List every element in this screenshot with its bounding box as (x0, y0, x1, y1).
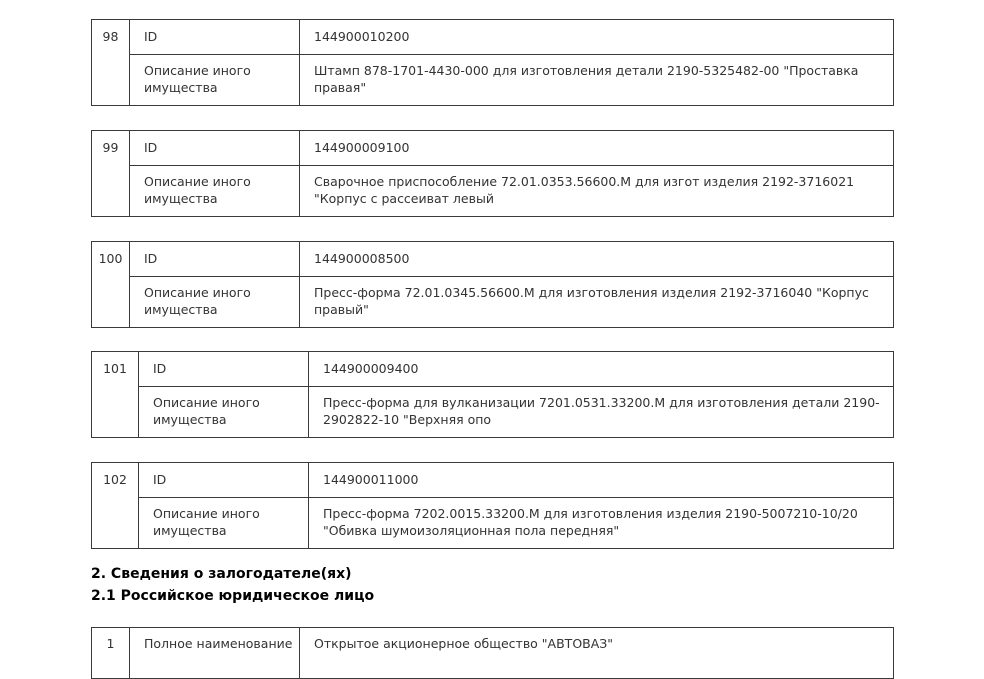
description-value: Сварочное приспособление 72.01.0353.56600.М для изгот изделия 2192-3716021 "Корпус с рассеиват левый (300, 166, 894, 217)
id-label: ID (139, 352, 309, 387)
id-label: ID (139, 463, 309, 498)
row-number: 1 (92, 628, 130, 679)
pledgor-table (91, 627, 894, 679)
full-name-value: Открытое акционерное общество "АВТОВАЗ" (300, 628, 894, 679)
id-label: ID (130, 242, 300, 277)
row-number: 99 (92, 131, 130, 217)
section-subtitle: 2.1 Российское юридическое лицо (91, 588, 375, 604)
row-number: 102 (92, 463, 139, 549)
id-label: ID (130, 131, 300, 166)
description-value: Пресс-форма 7202.0015.33200.М для изготовления изделия 2190-5007210-10/20 "Обивка шумоизоляционная пола передняя" (309, 498, 894, 549)
id-value: 144900008500 (300, 242, 894, 277)
description-label: Описание иного имущества (130, 277, 300, 328)
row-number: 98 (92, 20, 130, 106)
section-title: 2. Сведения о залогодателе(ях) (91, 566, 352, 582)
row-number: 100 (92, 242, 130, 328)
id-value: 144900009400 (309, 352, 894, 387)
property-table-100 (91, 241, 894, 328)
full-name-label: Полное наименование (130, 628, 300, 679)
row-number: 101 (92, 352, 139, 438)
property-table-99 (91, 130, 894, 217)
description-label: Описание иного имущества (130, 166, 300, 217)
property-table-102 (91, 462, 894, 549)
id-value: 144900011000 (309, 463, 894, 498)
id-value: 144900010200 (300, 20, 894, 55)
description-value: Штамп 878-1701-4430-000 для изготовления детали 2190-5325482-00 "Проставка правая" (300, 55, 894, 106)
id-label: ID (130, 20, 300, 55)
property-table-98 (91, 19, 894, 106)
description-label: Описание иного имущества (139, 387, 309, 438)
description-value: Пресс-форма 72.01.0345.56600.М для изготовления изделия 2192-3716040 "Корпус правый" (300, 277, 894, 328)
description-label: Описание иного имущества (139, 498, 309, 549)
id-value: 144900009100 (300, 131, 894, 166)
property-table-101 (91, 351, 894, 438)
description-label: Описание иного имущества (130, 55, 300, 106)
description-value: Пресс-форма для вулканизации 7201.0531.33200.М для изготовления детали 2190-2902822-10 "Верхняя опо (309, 387, 894, 438)
